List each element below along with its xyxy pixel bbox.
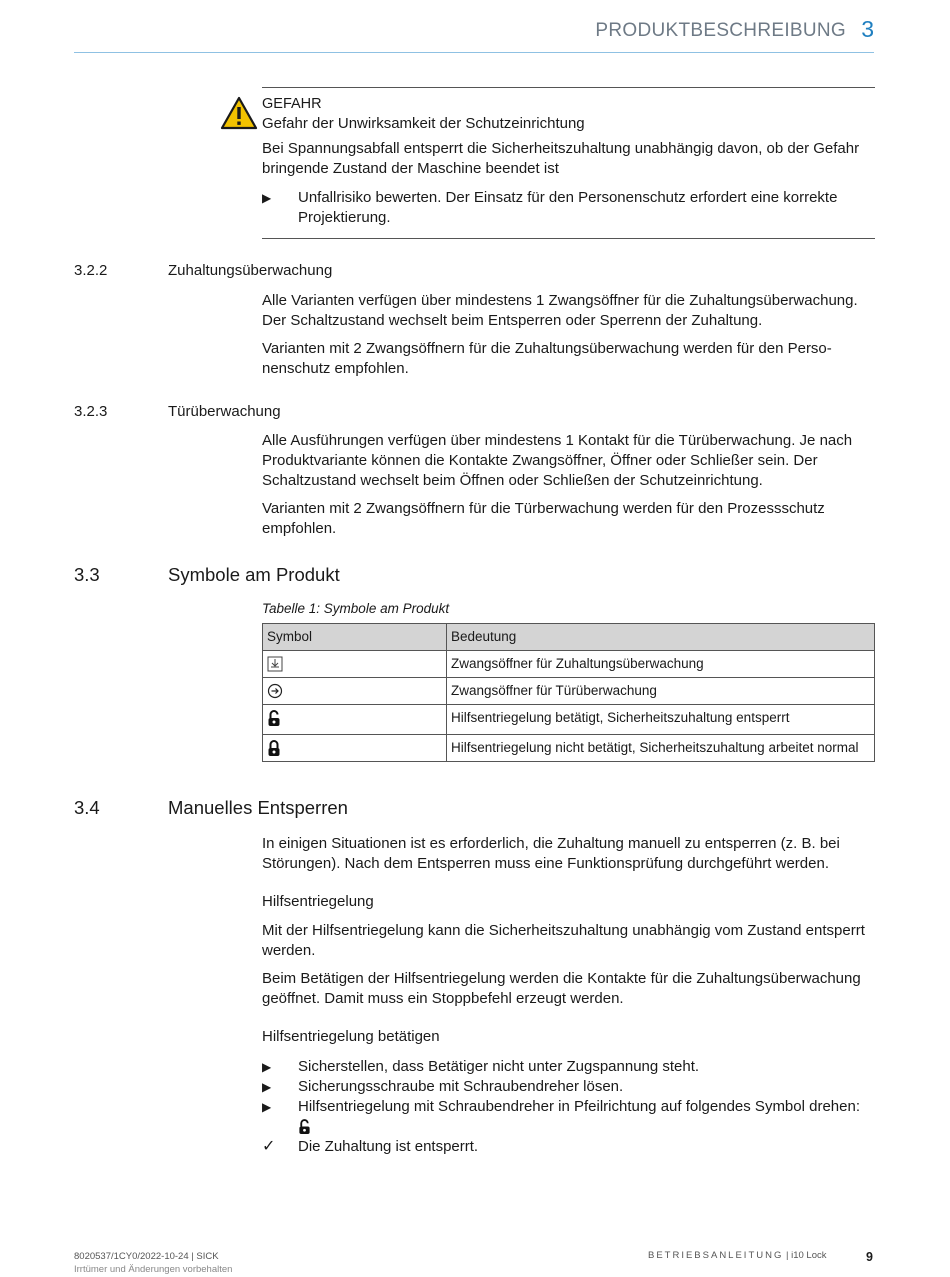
table-cell-meaning: Hilfsentriegelung nicht betätigt, Sicherheitszuhaltung arbeitet normal <box>447 735 875 762</box>
table-header-meaning: Bedeutung <box>447 624 875 651</box>
section-34-intro: In einigen Situationen ist es erforderlich, die Zuhaltung manuell zu entsperren (z. B. bei Störungen). Nach dem Entsperren muss eine Funktionsprüfung durchgeführt werden. <box>262 835 840 872</box>
danger-notice-action <box>262 188 875 228</box>
list-item <box>262 1077 872 1097</box>
result-text: Die Zuhaltung ist entsperrt. <box>298 1138 479 1155</box>
section-323-title: Türüberwachung <box>168 403 281 420</box>
subheading-hilfsentriegelung-betaetigen: Hilfsentriegelung betätigen <box>262 1028 440 1045</box>
danger-notice-subtitle: Gefahr der Unwirksamkeit der Schutzeinrichtung <box>262 115 585 132</box>
section-33-title: Symbole am Produkt <box>168 564 340 585</box>
table-cell-meaning: Hilfsentriegelung betätigt, Sicherheitszuhaltung entsperrt <box>447 705 875 735</box>
section-322-number: 3.2.2 <box>74 262 108 279</box>
triangle-bullet-icon: ▶ <box>262 1060 272 1074</box>
table-header-symbol: Symbol <box>263 624 447 651</box>
danger-notice-title: GEFAHR <box>262 96 322 112</box>
table-header-row <box>263 624 875 651</box>
table-caption: Tabelle 1: Symbole am Produkt <box>262 601 450 616</box>
chapter-number: 3 <box>861 16 874 42</box>
result-item <box>262 1137 872 1157</box>
table-row <box>263 678 875 705</box>
section-34-number: 3.4 <box>74 797 100 818</box>
unlocked-padlock-icon <box>298 1119 311 1135</box>
triangle-bullet-icon: ▶ <box>262 1100 272 1114</box>
footer-manual-info <box>648 1250 827 1261</box>
locking-monitor-contact-icon <box>267 656 283 672</box>
section-34-paragraph-2: Beim Betätigen der Hilfsentriegelung werden die Kontakte für die Zuhaltungsüberwachung geöffnet. Damit muss ein Stoppbefehl erzeugt werden. <box>262 970 861 1007</box>
section-323-paragraph-1: Alle Ausführungen verfügen über mindestens 1 Kontakt für die Türüberwachung. Je nach Produktvariante können die Kontakte Zwangsöffner, Öffner oder Schließer sein. Der Schaltzustand wechselt beim Öffnen oder Schließen der Schutzeinrichtung. <box>262 432 853 489</box>
triangle-bullet-icon: ▶ <box>262 1080 272 1094</box>
checkmark-icon: ✓ <box>262 1138 276 1155</box>
danger-notice-text: Bei Spannungsabfall entsperrt die Sicherheitszuhaltung unabhängig davon, ob der Gefahr bringende Zustand der Maschine beendet ist <box>262 140 860 177</box>
section-322-paragraph-2: Varianten mit 2 Zwangsöffnern für die Zuhaltungsüberwachung werden für den Personenschutz empfohlen. <box>262 340 832 377</box>
footer-disclaimer: Irrtümer und Änderungen vorbehalten <box>74 1264 233 1275</box>
procedure-steps <box>262 1057 872 1157</box>
warning-triangle-icon <box>220 96 258 130</box>
section-34-paragraph-1: Mit der Hilfsentriegelung kann die Sicherheitszuhaltung unabhängig vom Zustand entsperrt werden. <box>262 922 865 959</box>
unlocked-padlock-icon <box>267 710 281 727</box>
table-cell-meaning: Zwangsöffner für Zuhaltungsüberwachung <box>447 651 875 678</box>
footer-product: | i10 Lock <box>786 1250 827 1261</box>
triangle-bullet-icon: ▶ <box>262 191 272 205</box>
table-row <box>263 705 875 735</box>
door-monitor-contact-icon <box>267 683 283 699</box>
list-item-text: Sicherstellen, dass Betätiger nicht unter Zugspannung steht. <box>298 1058 700 1075</box>
footer-manual-type: BETRIEBSANLEITUNG <box>648 1250 784 1261</box>
locked-padlock-icon <box>267 740 281 757</box>
section-322-paragraph-1: Alle Varianten verfügen über mindestens 1 Zwangsöffner für die Zuhaltungsüberwachung. Der Schaltzustand wechselt beim Entsperren oder Sperrenn der Zuhaltung. <box>262 292 858 329</box>
page-number: 9 <box>866 1250 873 1264</box>
section-33-number: 3.3 <box>74 564 100 585</box>
list-item <box>262 1097 872 1137</box>
symbols-table <box>262 623 875 762</box>
footer-doc-number: 8020537/1CY0/2022-10-24 | SICK <box>74 1251 219 1262</box>
running-header-title: PRODUKTBESCHREIBUNG <box>595 20 846 41</box>
section-34-title: Manuelles Entsperren <box>168 797 348 818</box>
danger-notice <box>262 87 875 239</box>
section-323-paragraph-2: Varianten mit 2 Zwangsöffnern für die Türberwachung werden für den Prozessschutz empfohlen. <box>262 500 825 537</box>
list-item <box>262 1057 872 1077</box>
table-cell-meaning: Zwangsöffner für Türüberwachung <box>447 678 875 705</box>
section-323-number: 3.2.3 <box>74 403 108 420</box>
table-row <box>263 735 875 762</box>
danger-notice-action-text: Unfallrisiko bewerten. Der Einsatz für den Personenschutz erfordert eine korrekte Projektierung. <box>298 189 838 226</box>
list-item-text: Sicherungsschraube mit Schraubendreher lösen. <box>298 1078 624 1095</box>
footer-doc-info <box>74 1250 232 1276</box>
subheading-hilfsentriegelung: Hilfsentriegelung <box>262 893 374 910</box>
header-rule <box>74 52 874 53</box>
table-row <box>263 651 875 678</box>
section-322-title: Zuhaltungsüberwachung <box>168 262 333 279</box>
inline-symbol <box>298 1117 872 1137</box>
list-item-text: Hilfsentriegelung mit Schraubendreher in Pfeilrichtung auf folgendes Symbol drehen: <box>298 1098 860 1115</box>
